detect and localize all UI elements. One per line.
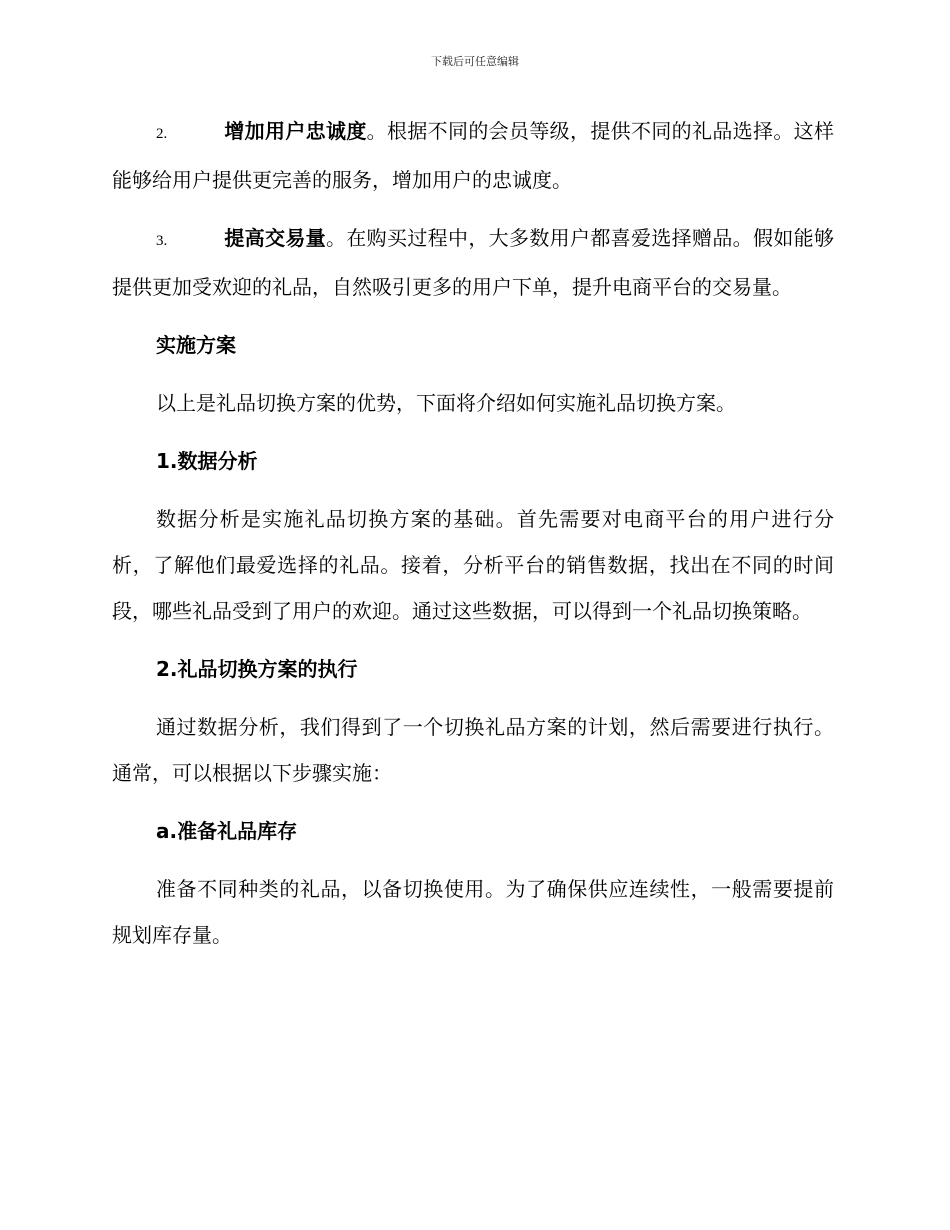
section-heading-execution: 2.礼品切换方案的执行 [156,657,358,681]
list-item-text: 。在购买过程中，大多数用户都喜爱选择赠品。假如能够提供更加受欢迎的礼品，自然吸引更多的用户下单，提升电商平台的交易量。 [112,226,834,299]
list-item [112,215,834,310]
section-heading-stock: a.准备礼品库存 [156,819,298,843]
data-analysis-paragraph: 数据分析是实施礼品切换方案的基础。首先需要对电商平台的用户进行分析，了解他们最爱选择的礼品。接着，分析平台的销售数据，找出在不同的时间段，哪些礼品受到了用户的欢迎。通过这些数据，可以得到一个礼品切换策略。 [112,507,834,623]
page-header: 下载后可任意编辑 [431,55,519,68]
document-body [112,108,834,958]
execution-paragraph: 通过数据分析，我们得到了一个切换礼品方案的计划，然后需要进行执行。通常，可以根据以下步骤实施： [112,715,834,785]
list-item-number: 3. [156,233,168,249]
stock-paragraph: 准备不同种类的礼品，以备切换使用。为了确保供应连续性，一般需要提前规划库存量。 [112,877,834,947]
list-item-text: 。根据不同的会员等级，提供不同的礼品选择。这样能够给用户提供更完善的服务，增加用户的忠诚度。 [112,119,835,192]
implementation-intro: 以上是礼品切换方案的优势，下面将介绍如何实施礼品切换方案。 [156,391,736,415]
list-item-title: 提高交易量 [224,226,326,250]
list-item [112,108,834,203]
section-heading-data-analysis: 1.数据分析 [156,449,258,473]
list-item-number: 2. [156,126,168,142]
list-item-title: 增加用户忠诚度 [224,119,367,143]
section-heading-implementation: 实施方案 [156,333,236,357]
